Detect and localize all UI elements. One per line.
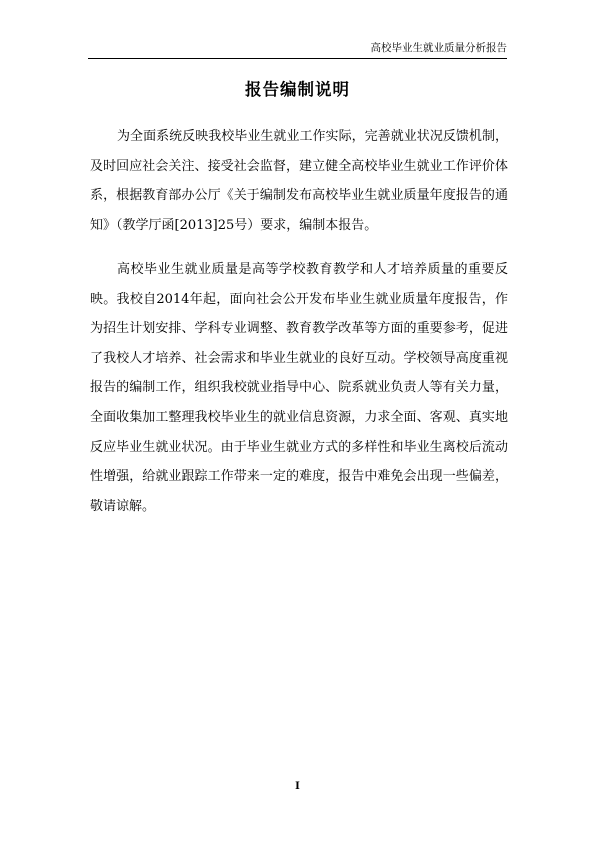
header-title: 高校毕业生就业质量分析报告	[370, 42, 507, 54]
page-header	[88, 38, 507, 59]
body-paragraph-1: 为全面系统反映我校毕业生就业工作实际，完善就业状况反馈机制，及时回应社会关注、接受社会监督，建立健全高校毕业生就业工作评价体系，根据教育部办公厅《关于编制发布高校毕业生就业质量年度报告的通知》（教学厅函[2013]25号）要求，编制本报告。	[90, 129, 508, 233]
page-title: 报告编制说明	[245, 80, 350, 99]
body-paragraph-2: 高校毕业生就业质量是高等学校教育教学和人才培养质量的重要反映。我校自2014年起，面向社会公开发布毕业生就业质量年度报告，作为招生计划安排、学科专业调整、教育教学改革等方面的重要参考，促进了我校人才培养、社会需求和毕业生就业的良好互动。学校领导高度重视报告的编制工作，组织我校就业指导中心、院系就业负责人等有关力量，全面收集加工整理我校毕业生的就业信息资源，力求全面、客观、真实地反应毕业生就业状况。由于毕业生就业方式的多样性和毕业生离校后流动性增强，给就业跟踪工作带来一定的难度，报告中难免会出现一些偏差，敬请谅解。	[90, 262, 508, 514]
page-number: I	[295, 781, 300, 792]
